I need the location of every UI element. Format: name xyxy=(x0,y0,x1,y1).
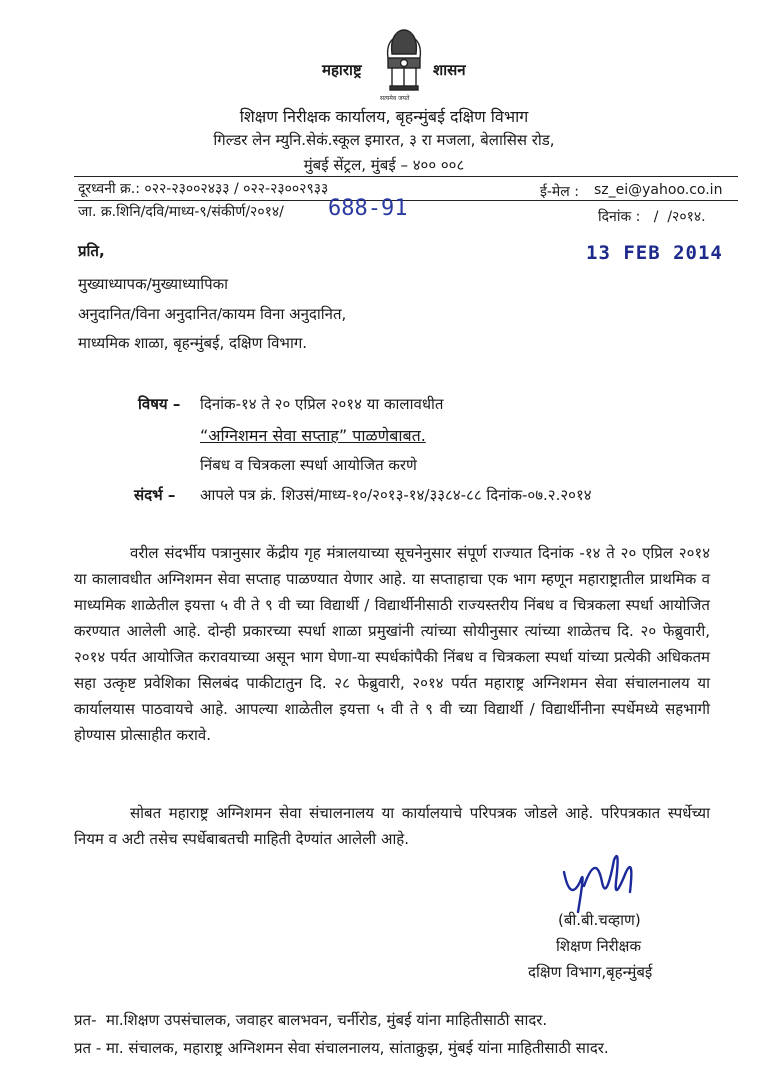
email-address: sz_ei@yahoo.co.in xyxy=(594,182,723,198)
signatory-designation: शिक्षण निरीक्षक xyxy=(556,937,641,955)
email-label: ई-मेल : xyxy=(540,184,579,200)
letter-number: जा. क्र.शिनि/दवि/माध्य-९/संकीर्ण/२०१४/ xyxy=(78,204,284,220)
date-label: दिनांक : / /२०१४. xyxy=(598,209,706,225)
signatory-name: (बी.बी.चव्हाण) xyxy=(558,911,641,929)
recipient-line2: अनुदानित/विना अनुदानित/कायम विना अनुदानित, xyxy=(78,305,347,323)
copy-line-1: प्रत- मा.शिक्षण उपसंचालक, जवाहर बालभवन, चर्नीरोड, मुंबई यांना माहितीसाठी सादर. xyxy=(74,1011,548,1029)
reference-text: आपले पत्र क्रं. शिउसं/माध्य-१०/२०१३-१४/३३८४-८८ दिनांक-०७.२.२०१४ xyxy=(200,486,592,504)
recipient-prati: प्रति, xyxy=(78,242,105,260)
subject-line2: “अग्निशमन सेवा सप्ताह” पाळणेबाबत. xyxy=(200,426,426,445)
phone-numbers: दूरध्वनी क्र.: ०२२-२३००२४३३ / ०२२-२३००२९३३ xyxy=(78,181,329,197)
copy-line-2: प्रत - मा. संचालक, महाराष्ट्र अग्निशमन सेवा संचालनालय, सांताक्रुझ, मुंबई यांना माहितीसाठी सादर. xyxy=(74,1039,609,1057)
body-paragraph-1: वरील संदर्भीय पत्रानुसार केंद्रीय गृह मंत्रालयाच्या सूचनेनुसार संपूर्ण राज्यात दिनांक -१४ ते २० एप्रिल २०१४ या कालावधीत अग्निशमन सेवा सप्ताह पाळण्यात येणार आहे. या सप्ताहाचा एक भाग म्हणून महाराष्ट्रातील प्राथमिक व माध्यमिक शाळेतील इयत्ता ५ वी ते ९ वी च्या विद्यार्थी / विद्यार्थीनीसाठी राज्यस्तरीय निंबध व चित्रकला स्पर्धा आयोजित करण्यात आलेली आहे. दोन्ही प्रकारच्या स्पर्धा शाळा प्रमुखांनी त्यांच्या सोयीनुसार त्यांच्या शाळेतच दि. २० फेब्रुवारी, २०१४ पर्यत आयोजित करावयाच्या असून भाग घेणा-या स्पर्धकांपैकी निंबध व चित्रकला स्पर्धा यांच्या प्रत्येकी अधिकतम सहा उत्कृष्ट प्रवेशिका सिलबंद पाकीटातुन दि. २८ फेब्रुवारी, २०१४ पर्यत महाराष्ट्र अग्निशमन सेवा संचालनालय या कार्यालयास पाठवायचे आहे. आपल्या शाळेतील इयत्ता ५ वी ते ९ वी च्या विद्यार्थी / विद्यार्थीनीना स्पर्धेमध्ये सहभागी होण्यास प्रोत्साहीत करावे. xyxy=(74,544,710,744)
recipient-line3: माध्यमिक शाळा, बृहन्मुंबई, दक्षिण विभाग. xyxy=(78,334,308,352)
subject-line3: निंबध व चित्रकला स्पर्धा आयोजित करणे xyxy=(200,456,417,474)
date-stamp: 13 FEB 2014 xyxy=(586,242,723,264)
header-left-word: महाराष्ट्र xyxy=(322,61,362,79)
reference-label: संदर्भ – xyxy=(134,486,176,504)
office-address-line1: गिल्डर लेन म्युनि.सेकं.स्कूल इमारत, ३ रा मजला, बेलासिस रोड, xyxy=(213,131,555,149)
body-paragraph-2: सोबत महाराष्ट्र अग्निशमन सेवा संचालनालय या कार्यालयाचे परिपत्रक जोडले आहे. परिपत्रकात स्पर्धेच्या नियम व अटी तसेच स्पर्धेबाबतची माहिती देण्यांत आलेली आहे. xyxy=(74,804,710,848)
subject-label: विषय – xyxy=(138,395,181,413)
office-address-line2: मुंबई सेंट्रल, मुंबई – ४०० ००८ xyxy=(303,156,465,174)
header-divider-top xyxy=(74,176,738,177)
office-name: शिक्षण निरीक्षक कार्यालय, बृहन्मुंबई दक्षिण विभाग xyxy=(239,107,529,126)
subject-line1: दिनांक-१४ ते २० एप्रिल २०१४ या कालावधीत xyxy=(200,395,444,413)
header-right-word: शासन xyxy=(433,61,466,79)
signature-scribble-icon xyxy=(556,842,646,920)
signatory-division: दक्षिण विभाग,बृहन्मुंबई xyxy=(528,963,653,981)
handwritten-letter-number: 688-91 xyxy=(328,196,408,221)
recipient-line1: मुख्याध्यापक/मुख्याध्यापिका xyxy=(78,275,229,293)
emblem-motto: सत्यमेव जयते xyxy=(380,95,410,102)
